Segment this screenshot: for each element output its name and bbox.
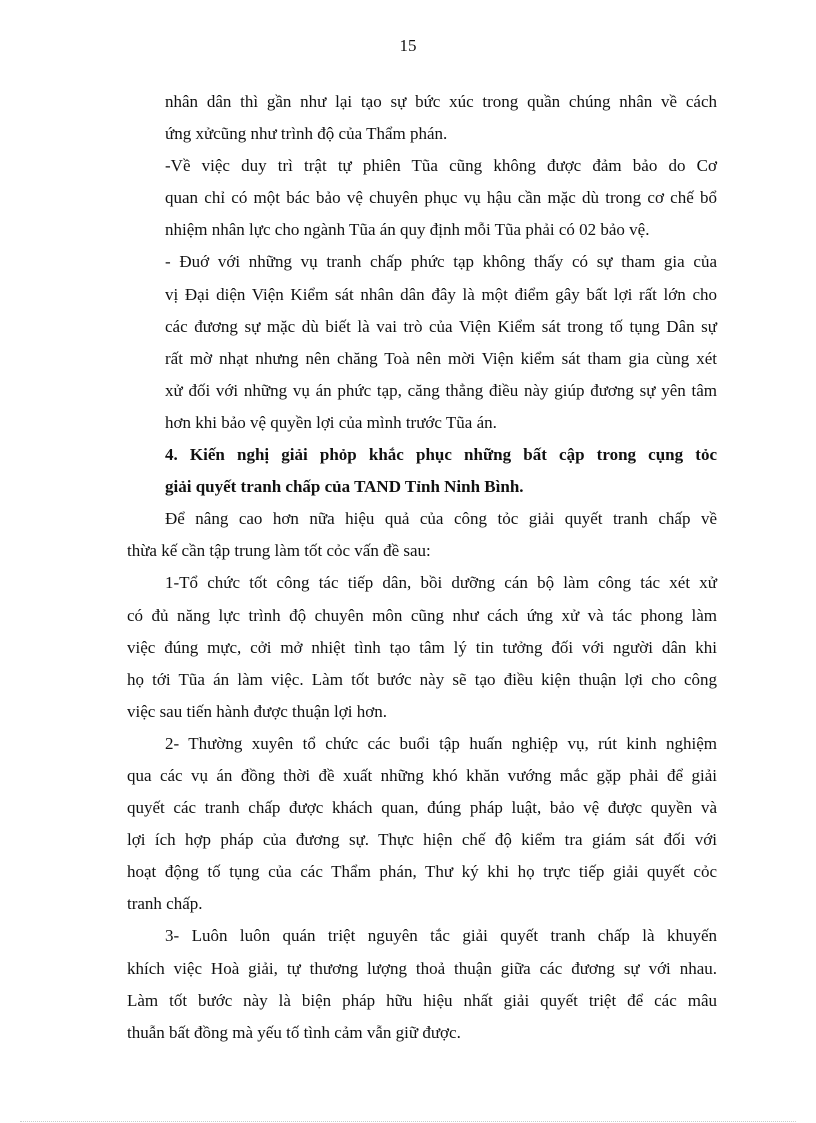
- text-line: quan chỉ có một bác bảo vệ chuyên phục vụ hậu cần mặc dù trong cơ chế bổ: [165, 188, 717, 208]
- text-line: việc đúng mực, cởi mở nhiệt tình tạo tâm lý tin tưởng đối với người dân khi: [127, 637, 717, 657]
- text-line: Làm tốt bước này là biện pháp hữu hiệu nhất giải quyết triệt để các mâu: [127, 990, 717, 1010]
- document-body: [127, 86, 717, 1049]
- text-line: 2- Thường xuyên tổ chức các buổi tập huấn nghiệp vụ, rút kinh nghiệm: [165, 733, 717, 753]
- text-line: - Đuớ với những vụ tranh chấp phức tạp không thấy có sự tham gia của: [165, 252, 717, 272]
- text-line: rất mờ nhạt nhưng nên chăng Toà nên mời Viện kiểm sát tham gia cùng xét: [165, 348, 717, 368]
- text-line: thừa kế cần tập trung làm tốt cỏc vấn đề sau:: [127, 541, 431, 561]
- text-line: khích việc Hoà giải, tự thương lượng thoả thuận giữa các đương sự với nhau.: [127, 958, 717, 978]
- paragraph-item-2: [127, 728, 717, 921]
- text-line: có đủ năng lực trình độ chuyên môn cũng như cách ứng xử và tác phong làm: [127, 605, 717, 625]
- paragraph-intro: [127, 503, 717, 567]
- text-line: hơn khi bảo vệ quyền lợi của mình trước Tũa án.: [165, 412, 497, 432]
- paragraph-item-1: [127, 567, 717, 727]
- text-line: xử đối với những vụ án phức tạp, căng thẳng điều này giúp đương sự yên tâm: [165, 380, 717, 400]
- text-line: quyết các tranh chấp được khách quan, đúng pháp luật, bảo vệ được quyền và: [127, 798, 717, 818]
- text-line: việc sau tiến hành được thuận lợi hơn.: [127, 701, 387, 721]
- paragraph-continuation: [165, 86, 717, 150]
- paragraph-procuracy: [165, 246, 717, 439]
- heading-line: giải quyết tranh chấp của TAND Tỉnh Ninh Bình.: [165, 477, 524, 497]
- paragraph-court-order: [165, 150, 717, 246]
- section-heading: [165, 439, 717, 503]
- text-line: các đương sự mặc dù biết là vai trò của Viện Kiểm sát trong tố tụng Dân sự: [165, 316, 717, 336]
- paragraph-item-3: [127, 920, 717, 1048]
- text-line: họ tới Tũa án làm việc. Làm tốt bước này sẽ tạo điều kiện thuận lợi cho công: [127, 669, 717, 689]
- text-line: 3- Luôn luôn quán triệt nguyên tắc giải quyết tranh chấp là khuyến: [165, 926, 717, 946]
- page-bottom-divider: [20, 1121, 796, 1122]
- text-line: ứng xửcũng như trình độ của Thẩm phán.: [165, 124, 448, 144]
- text-line: tranh chấp.: [127, 894, 203, 914]
- text-line: 1-Tổ chức tốt công tác tiếp dân, bồi dưỡng cán bộ làm công tác xét xử: [165, 573, 717, 593]
- text-line: vị Đại diện Viện Kiểm sát nhân dân đây là một điểm gây bất lợi rất lớn cho: [165, 284, 717, 304]
- text-line: hoạt động tố tụng của các Thẩm phán, Thư ký khi họ trực tiếp giải quyết cỏc: [127, 862, 717, 882]
- text-line: nhân dân thì gần như lại tạo sự bức xúc trong quần chúng nhân về cách: [165, 92, 717, 111]
- text-line: lợi ích hợp pháp của đương sự. Thực hiện chế độ kiểm tra giám sát đối với: [127, 830, 717, 850]
- text-line: qua các vụ án đồng thời đề xuất những khó khăn vướng mắc gặp phải để giải: [127, 765, 717, 785]
- page-number: 15: [399, 36, 417, 55]
- heading-line: 4. Kiến nghị giải phỏp khắc phục những bất cập trong cụng tỏc: [165, 445, 717, 465]
- text-line: Để nâng cao hơn nữa hiệu quả của công tỏc giải quyết tranh chấp về: [165, 509, 717, 529]
- text-line: nhiệm nhân lực cho ngành Tũa án quy định mỗi Tũa phải có 02 bảo vệ.: [165, 220, 650, 240]
- text-line: -Về việc duy trì trật tự phiên Tũa cũng không được đảm bảo do Cơ: [165, 156, 717, 176]
- text-line: thuẫn bất đồng mà yếu tố tình cảm vẫn giữ được.: [127, 1022, 461, 1042]
